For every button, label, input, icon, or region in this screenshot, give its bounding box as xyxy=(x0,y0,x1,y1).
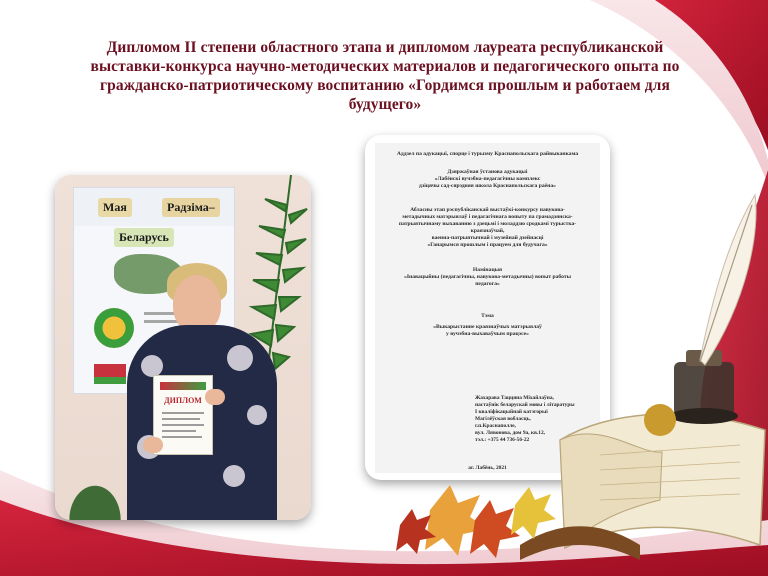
doc-footer: аг. Лабёнь, 2021 xyxy=(468,465,507,471)
doc-line: ваенна-патрыятычнай і музейнай дзейнасці xyxy=(431,235,544,241)
doc-line: Аддзел па адукацыі, спорце і турызму Краснапольскага райвыканкама xyxy=(396,151,579,157)
doc-author-line: Жахарава Таццяна Міхайлаўна, xyxy=(475,395,554,401)
doc-line: Дзяржаўная ўстанова адукацыі xyxy=(447,169,528,175)
doc-line: у вучэбна-выхаваўчым працэсе» xyxy=(446,331,529,337)
doc-author-line: Магілёўская вобласць, xyxy=(475,416,531,422)
doc-line: метадычных матэрыялаў і педагагічнага вопыту па грамадзянска- xyxy=(402,214,573,220)
doc-author-line: настаўнік беларускай мовы і літаратуры xyxy=(475,402,575,408)
teacher-hand xyxy=(205,389,225,405)
headline-line-1: Дипломом II степени областного этапа и дипломом лауреата республиканской xyxy=(106,39,664,56)
headline-line-4: будущего» xyxy=(348,96,422,113)
doc-line: краязнаўчай, xyxy=(470,228,505,234)
doc-line: патрыятычнаму выхаванню з дзецьмі і моладдзю сродкамі турыстка- xyxy=(398,221,577,227)
doc-line: Абласны этап рэспубліканскай выстаўкі-конкурсу навукова- xyxy=(410,207,565,213)
national-flag xyxy=(94,364,126,384)
headline-line-3: гражданско-патриотическому воспитанию «Гордимся прошлым и работаем для xyxy=(100,77,670,94)
document-photo xyxy=(365,135,610,480)
teacher-hand xyxy=(143,437,163,453)
teacher-photo xyxy=(55,175,311,520)
houseplant xyxy=(65,480,125,520)
doc-author-line: г.п.Краснаполле, xyxy=(475,423,516,429)
doc-line: «Лабёнскі вучэбна-педагагічны комплекс xyxy=(434,176,541,182)
poster-word-1: Мая xyxy=(98,198,132,217)
poster-word-3: Беларусь xyxy=(114,228,174,247)
doc-line: «Ганарымся прошлым і працуем для будучага» xyxy=(427,242,548,248)
doc-line: «Інавацыйны (педагагічны, навукова-метадычны) вопыт работы xyxy=(404,274,571,280)
poster-word-2: Радзіма– xyxy=(162,198,220,217)
doc-line: «Выкарыстанне краязнаўчых матэрыялаў xyxy=(433,324,542,330)
headline xyxy=(40,38,730,114)
doc-author-line: вул. Лявонова, дом 9а, кв.12, xyxy=(475,430,546,436)
doc-line: дзіцячы сад-сярэдняя школа Краснапольскага раёна» xyxy=(419,183,556,189)
doc-line: Тэма xyxy=(481,313,494,319)
headline-line-2: выставки-конкурса научно-методических материалов и педагогического опыта по xyxy=(90,58,680,75)
doc-line: педагога» xyxy=(475,281,500,287)
document-title-page xyxy=(375,143,600,473)
state-emblem xyxy=(94,308,134,348)
doc-author-line: І кваліфікацыйнай катэгорыі xyxy=(475,409,548,415)
doc-author-line: тэл.: +375 44 736-56-22 xyxy=(475,437,530,443)
diploma-title: ДИПЛОМ xyxy=(164,396,202,405)
doc-line: Намінацыя xyxy=(472,267,503,273)
